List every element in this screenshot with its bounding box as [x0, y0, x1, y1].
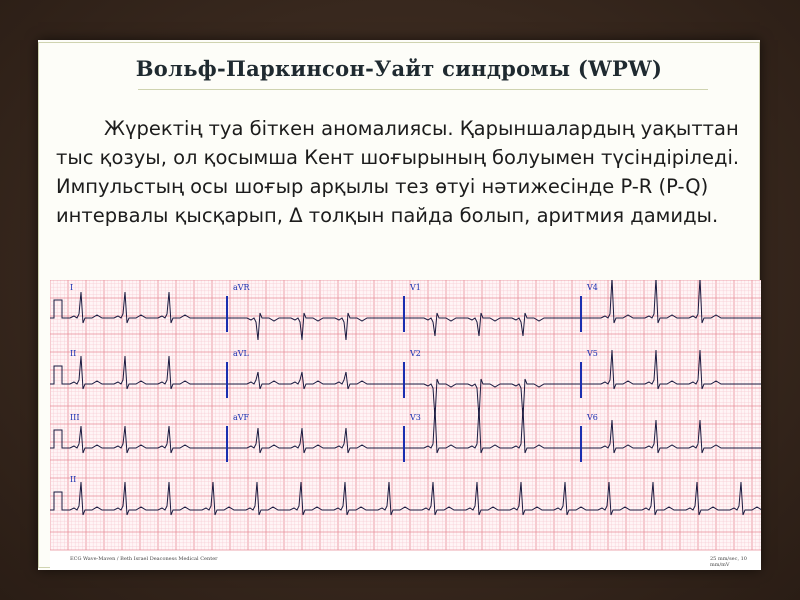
ecg-lead-label: V1	[410, 283, 421, 292]
ecg-lead-label: I	[70, 283, 74, 292]
ecg-lead-label: V5	[587, 349, 598, 358]
ecg-image	[50, 280, 761, 570]
ecg-lead-label: V4	[587, 283, 598, 292]
ecg-lead-label: V2	[410, 349, 421, 358]
ecg-lead-label: aVR	[233, 283, 250, 292]
ecg-lead-label: aVL	[233, 349, 249, 358]
slide-title: Вольф-Паркинсон-Уайт синдромы (WPW)	[135, 56, 663, 81]
title-divider	[138, 89, 708, 90]
ecg-footer-speed: 25 mm/sec, 10 mm/mV	[710, 556, 747, 568]
ecg-lead-label: V3	[410, 413, 421, 422]
ecg-footer-source: ECG Wave-Maven / Beth Israel Deaconess Medical Center	[70, 556, 218, 562]
ecg-lead-label: II	[70, 475, 77, 484]
ecg-lead-label: V6	[587, 413, 598, 422]
ecg-lead-label: aVF	[233, 413, 250, 422]
slide-body-text: Жүректің туа біткен аномалиясы. Қарыншалардың уақыттан тыс қозуы, ол қосымша Кент шоғырының болуымен түсіндіріледі. Импульстың осы шоғыр арқылы тез өтуі нәтижесінде P-R (P-Q) интервалы қысқарып, Δ толқын пайда болып, аритмия дамиды.	[56, 117, 740, 227]
ecg-lead-label: III	[70, 413, 80, 422]
ecg-strip	[50, 280, 761, 570]
ecg-lead-label: II	[70, 349, 77, 358]
